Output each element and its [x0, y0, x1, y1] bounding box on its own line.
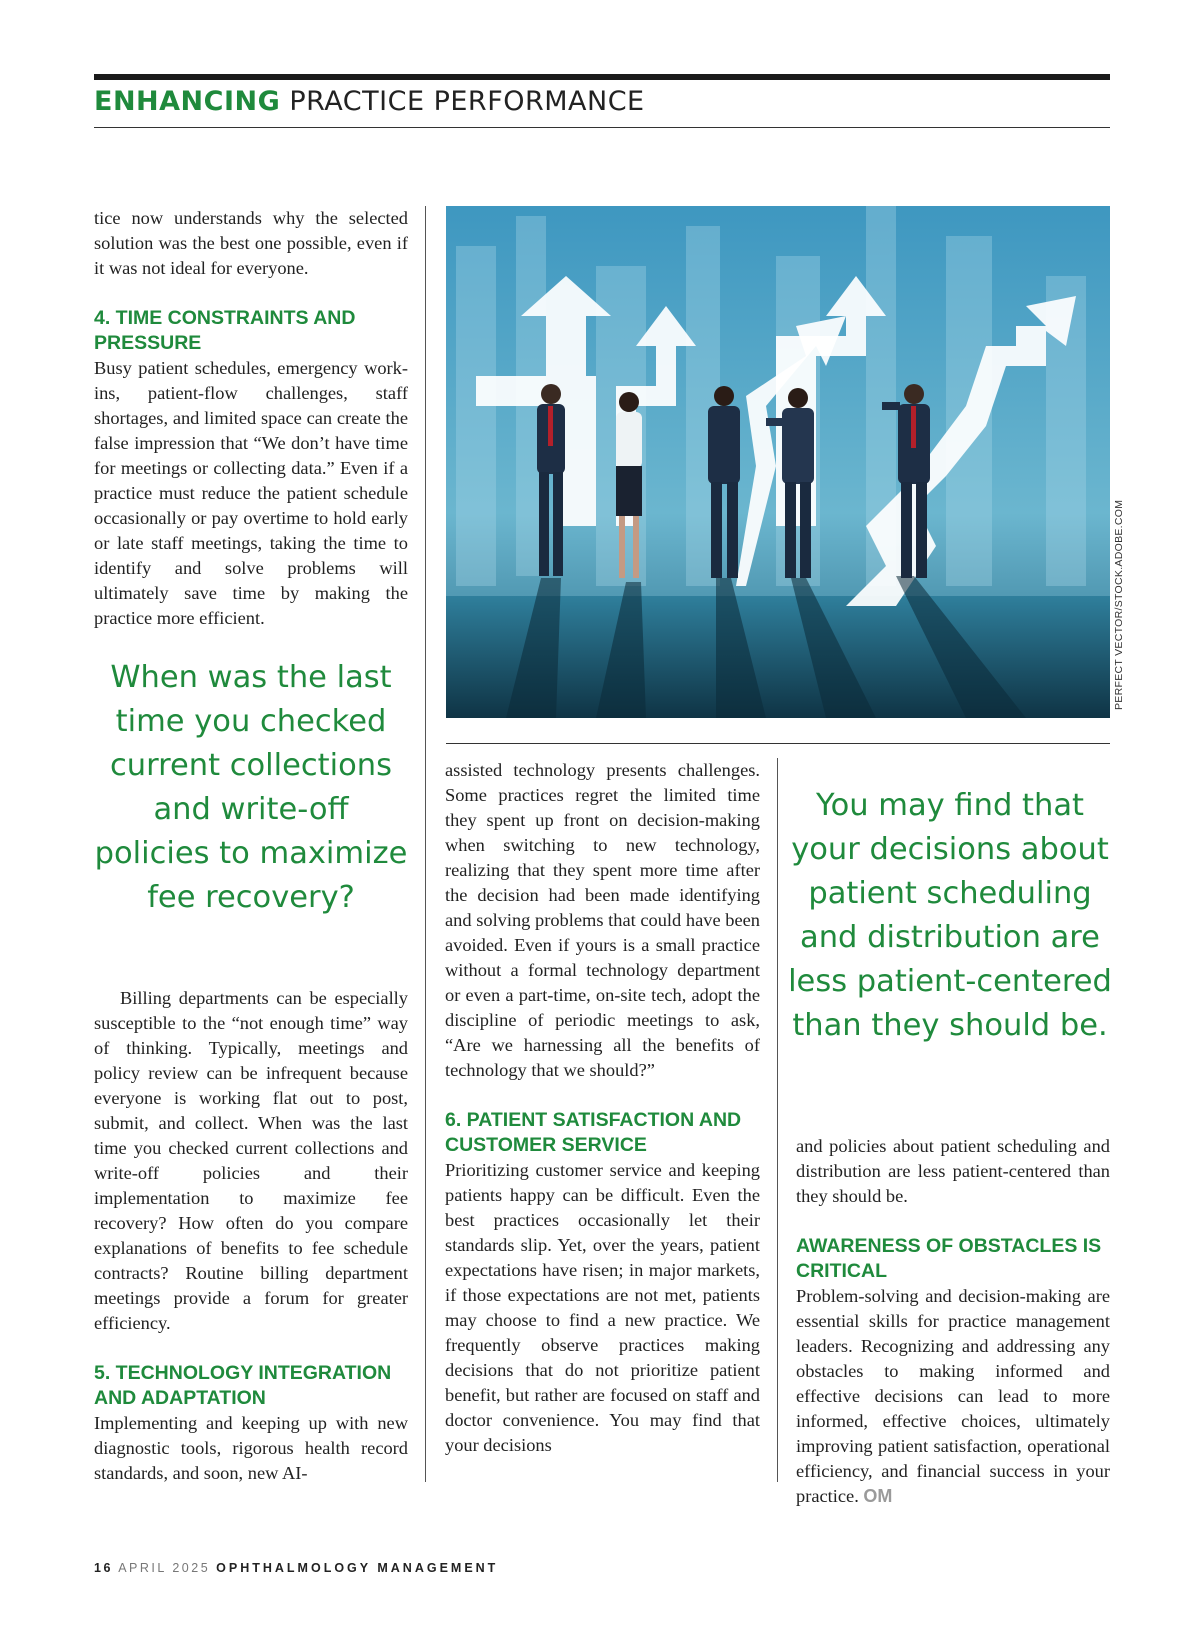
issue-date: APRIL 2025: [118, 1561, 211, 1575]
col3-paragraph-2: [796, 1284, 1110, 1509]
column-3: [796, 1134, 1110, 1509]
col3-paragraph-1: and policies about patient scheduling and distribution are less patient-centered than they should be.: [796, 1136, 1110, 1206]
image-credit: PERFECT VECTOR/STOCK.ADOBE.COM: [1113, 499, 1125, 710]
image-rule: [446, 743, 1110, 744]
pullquote-scheduling: You may find that your decisions about patient scheduling and distribution are less patient-centered than they should be.: [788, 788, 1112, 1043]
section-header: [94, 86, 1110, 126]
heading-time-constraints: 4. TIME CONSTRAINTS AND PRESSURE: [94, 307, 356, 354]
header-rule: [94, 127, 1110, 128]
heading-awareness: AWARENESS OF OBSTACLES IS CRITICAL: [796, 1235, 1102, 1282]
col2-paragraph-1: assisted technology presents challenges. Some practices regret the limited time they spent up front on decision-making when switching to new technology, realizing that they spent more time after the decision had been made identifying and solving problems that could have been avoided. Even if yours is a small practice without a formal technology department or even a part-time, on-site tech, adopt the discipline of periodic meetings to ask, “Are we harnessing all the benefits of technology that we should?”: [445, 760, 760, 1080]
column-1-lower: [94, 986, 408, 1486]
column-divider-1: [425, 206, 426, 1482]
col1-paragraph-4: Implementing and keeping up with new diagnostic tools, rigorous health record standards, and soon, new AI-: [94, 1413, 408, 1483]
col1-paragraph-1: tice now understands why the selected solution was the best one possible, even if it was not ideal for everyone.: [94, 208, 408, 278]
business-team-arrows-illustration: [446, 206, 1110, 718]
column-2: [445, 758, 760, 1458]
column-1: [94, 206, 408, 631]
col1-paragraph-2: Busy patient schedules, emergency work-ins, patient-flow challenges, staff shortages, and limited space can create the false impression that “We don’t have time for meetings or collecting data.” Even if a practice must reduce the patient schedule occasionally or pay overtime to hold early or late staff meetings, taking the time to identify and solve problems will ultimately save time by making the practice more efficient.: [94, 358, 408, 628]
column-divider-2: [777, 758, 778, 1482]
page-number: 16: [94, 1561, 113, 1575]
header-highlight: ENHANCING: [94, 86, 281, 117]
magazine-name: OPHTHALMOLOGY MANAGEMENT: [216, 1561, 499, 1575]
heading-technology: 5. TECHNOLOGY INTEGRATION AND ADAPTATION: [94, 1362, 392, 1409]
end-mark: OM: [863, 1486, 893, 1506]
col3-paragraph-2-text: Problem-solving and decision-making are essential skills for practice management leaders. Recognizing and addressing any obstacles to making informed and effective decisions can lead to more informed, effective choices, ultimately improving patient satisfaction, operational efficiency, and financial success in your practice.: [796, 1286, 1110, 1506]
col2-paragraph-2: Prioritizing customer service and keeping patients happy can be difficult. Even the best practices occasionally let their standards slip. Yet, over the years, patient expectations have risen; in major markets, if those expectations are not met, patients may choose to find a new practice. We frequently observe practices making decisions that do not prioritize patient benefit, but rather are focused on staff and doctor convenience. You may find that your decisions: [445, 1160, 760, 1455]
header-title: PRACTICE PERFORMANCE: [289, 86, 645, 117]
col1-paragraph-3: Billing departments can be especially susceptible to the “not enough time” way of thinking. Typically, meetings and policy review can be infrequent because everyone is working flat out to post, submit, and collect. When was the last time you checked current collections and write-off policies and their implementation to maximize fee recovery? How often do you compare explanations of benefits to fee schedule contracts? Routine billing department meetings provide a forum for greater efficiency.: [94, 988, 408, 1333]
page-footer: [94, 1561, 498, 1577]
heading-patient-satisfaction: 6. PATIENT SATISFACTION AND CUSTOMER SERVICE: [445, 1109, 742, 1156]
pullquote-collections: When was the last time you checked current collections and write-off policies to maximize fee recovery?: [94, 660, 408, 915]
top-rule: [94, 74, 1110, 80]
